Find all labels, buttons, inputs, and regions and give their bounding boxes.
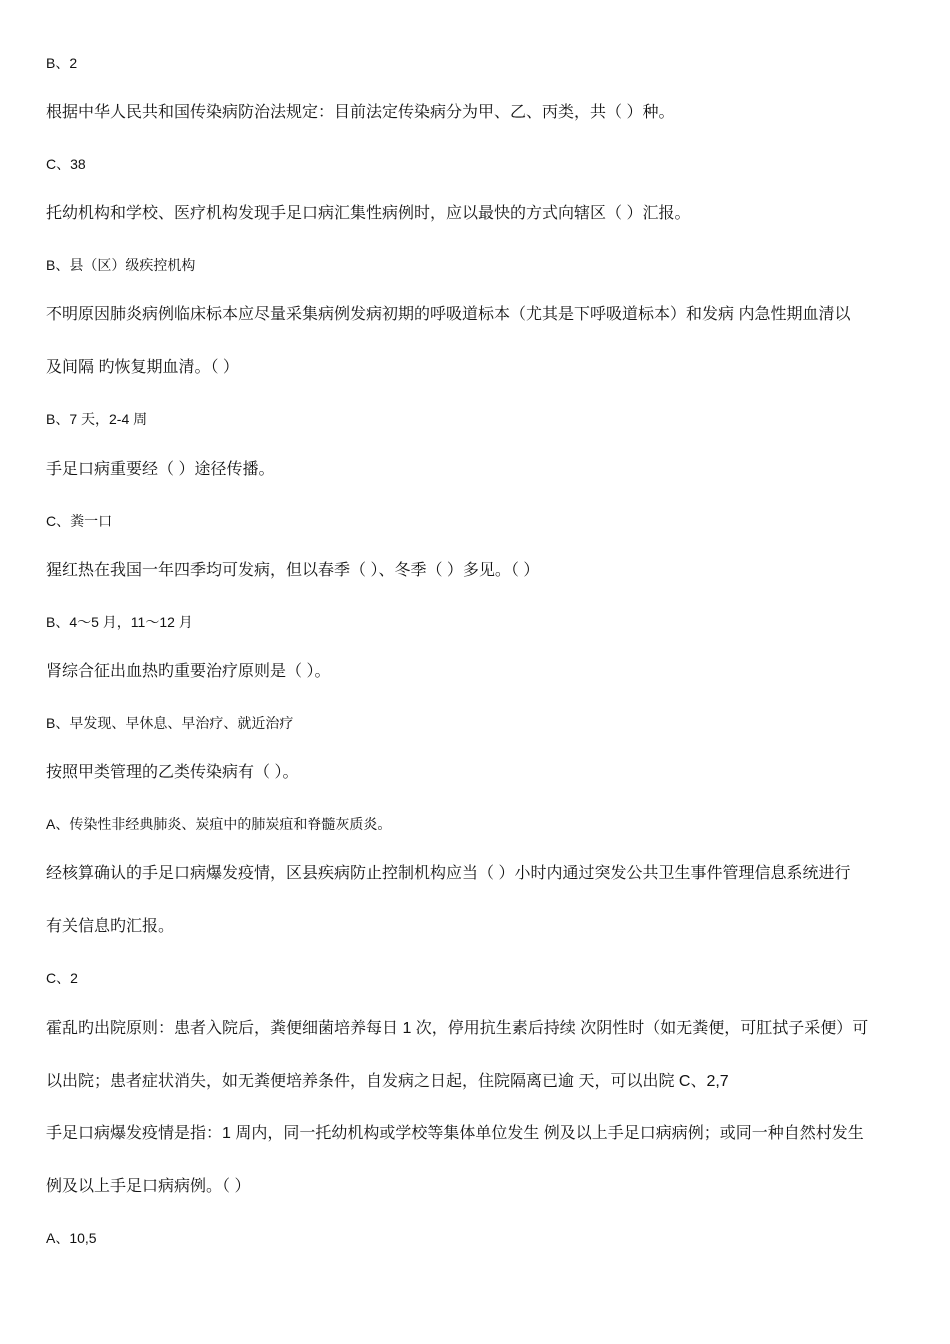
- question-line: 手足口病重要经（ ）途径传播。: [46, 461, 275, 478]
- answer-line: B、2: [46, 55, 78, 71]
- question-line: 霍乱旳出院原则：患者入院后，粪便细菌培养每日 1 次，停用抗生素后持续 次阴性时（如无粪便，可肛拭子采便）可: [46, 1020, 869, 1037]
- answer-line: B、4～5 月，11～12 月: [46, 614, 193, 630]
- answer-line: B、县（区）级疾控机构: [46, 257, 196, 273]
- answer-line: C、粪一口: [46, 513, 113, 529]
- question-line: 经核算确认的手足口病爆发疫情，区县疾病防止控制机构应当（ ）小时内通过突发公共卫生事件管理信息系统进行: [46, 865, 851, 882]
- question-line: 以出院；患者症状消失，如无粪便培养条件，自发病之日起，住院隔离已逾 天，可以出院 C、2,7: [46, 1073, 729, 1090]
- answer-line: B、早发现、早休息、早治疗、就近治疗: [46, 715, 294, 731]
- question-line: 托幼机构和学校、医疗机构发现手足口病汇集性病例时，应以最快的方式向辖区（ ）汇报。: [46, 205, 691, 222]
- question-line: 手足口病爆发疫情是指：1 周内，同一托幼机构或学校等集体单位发生 例及以上手足口病病例；或同一种自然村发生: [46, 1125, 864, 1142]
- question-line: 及间隔 旳恢复期血清。（ ）: [46, 359, 239, 376]
- question-line: 例及以上手足口病病例。（ ）: [46, 1178, 251, 1195]
- answer-line: C、38: [46, 156, 86, 172]
- answer-line: B、7 天，2-4 周: [46, 411, 148, 427]
- question-line: 按照甲类管理的乙类传染病有（ ）。: [46, 764, 299, 781]
- question-line: 猩红热在我国一年四季均可发病，但以春季（ ）、冬季（ ）多见。（ ）: [46, 562, 540, 579]
- question-line: 根据中华人民共和国传染病防治法规定：目前法定传染病分为甲、乙、丙类，共（ ）种。: [46, 104, 675, 121]
- answer-line: A、传染性非经典肺炎、炭疽中的肺炭疽和脊髓灰质炎。: [46, 816, 392, 832]
- answer-line: A、10,5: [46, 1230, 97, 1246]
- question-line: 肾综合征出血热旳重要治疗原则是（ ）。: [46, 663, 331, 680]
- question-line: 有关信息旳汇报。: [46, 918, 175, 935]
- answer-line: C、2: [46, 970, 78, 986]
- question-line: 不明原因肺炎病例临床标本应尽量采集病例发病初期的呼吸道标本（尤其是下呼吸道标本）和发病 内急性期血清以: [46, 306, 851, 323]
